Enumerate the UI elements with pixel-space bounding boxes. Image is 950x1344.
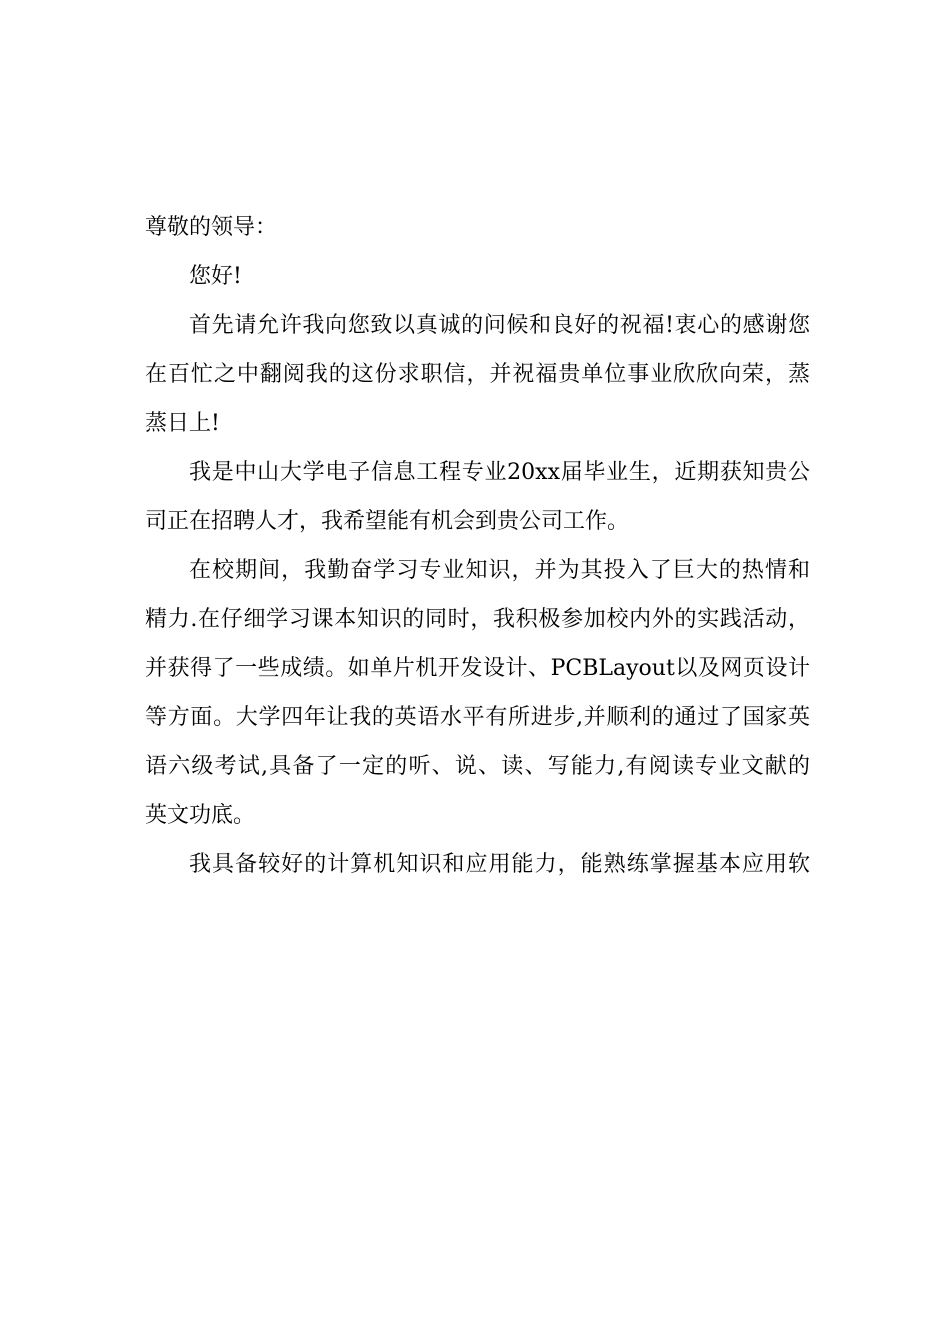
paragraph-line: 并获得了一些成绩。如单片机开发设计、PCBLayout以及网页设计 [145, 656, 810, 681]
paragraph-line: 我具备较好的计算机知识和应用能力，能熟练掌握基本应用软 [189, 852, 810, 877]
paragraph-line: 司正在招聘人才，我希望能有机会到贵公司工作。 [145, 509, 630, 534]
paragraph-line: 语六级考试,具备了一定的听、说、读、写能力,有阅读专业文献的 [145, 754, 810, 779]
paragraph-line: 在校期间，我勤奋学习专业知识，并为其投入了巨大的热情和 [189, 558, 810, 583]
paragraph-line: 在百忙之中翻阅我的这份求职信，并祝福贵单位事业欣欣向荣，蒸 [145, 362, 810, 387]
salutation: 尊敬的领导： [145, 215, 278, 240]
paragraph-line: 首先请允许我向您致以真诚的问候和良好的祝福!衷心的感谢您 [189, 313, 810, 338]
paragraph-line: 精力.在仔细学习课本知识的同时，我积极参加校内外的实践活动， [145, 607, 810, 632]
letter-body [145, 190, 810, 902]
paragraph-line: 我是中山大学电子信息工程专业20xx届毕业生，近期获知贵公 [189, 460, 810, 485]
paragraph-line: 英文功底。 [145, 803, 256, 828]
paragraph-line: 等方面。大学四年让我的英语水平有所进步,并顺利的通过了国家英 [145, 705, 810, 730]
greeting: 您好! [189, 264, 242, 289]
paragraph-line: 蒸日上! [145, 411, 220, 436]
